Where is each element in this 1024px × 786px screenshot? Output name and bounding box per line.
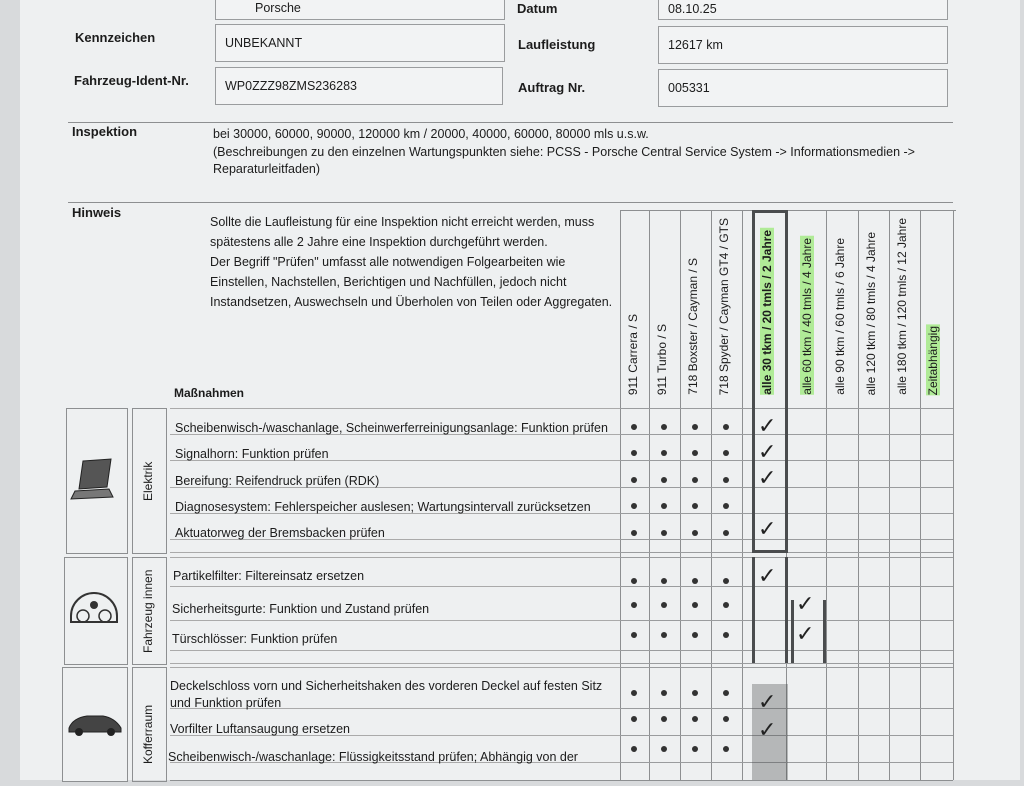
laufleistung-field (658, 26, 948, 64)
dot-mark (661, 716, 667, 722)
column-header: 718 Spyder / Cayman GT4 / GTS (717, 217, 731, 395)
grid-line (170, 408, 620, 409)
check-mark: ✓ (796, 592, 815, 617)
dot-mark (692, 450, 698, 456)
column-header-highlighted: alle 60 tkm / 40 tmls / 4 Jahre (800, 238, 814, 395)
check-mark: ✓ (758, 517, 777, 542)
grid-line (170, 586, 620, 587)
dot-mark (631, 746, 637, 752)
dot-mark (692, 424, 698, 430)
task-row-text: Vorfilter Luftansaugung ersetzen (170, 722, 350, 736)
dot-mark (661, 746, 667, 752)
check-mark: ✓ (758, 414, 777, 439)
column-header-highlighted: Zeitabhängig (926, 325, 940, 395)
task-row-text: Signalhorn: Funktion prüfen (175, 447, 329, 461)
grid-line (170, 780, 953, 781)
dot-mark (631, 503, 637, 509)
task-row-text: Deckelschloss vorn und Sicherheitshaken des vorderen Deckel auf festen Sitz (170, 679, 603, 693)
grid-line (620, 667, 953, 668)
check-mark: ✓ (758, 440, 777, 465)
dot-mark (723, 632, 729, 638)
check-mark: ✓ (758, 466, 777, 491)
dot-mark (661, 450, 667, 456)
dot-mark (631, 632, 637, 638)
dot-mark (692, 477, 698, 483)
column-header-highlighted: alle 30 tkm / 20 tmls / 2 Jahre (760, 230, 774, 395)
section-label-cell (132, 408, 167, 554)
dot-mark (661, 503, 667, 509)
dot-mark (661, 424, 667, 430)
task-row-text: Diagnosesystem: Fehlerspeicher auslesen; Wartungsintervall zurücksetzen (175, 500, 591, 514)
task-row-text: Sicherheitsgurte: Funktion und Zustand prüfen (172, 602, 430, 616)
auftrag-field (658, 69, 948, 107)
dot-mark (631, 530, 637, 536)
dot-mark (631, 578, 637, 584)
kennzeichen-value: UNBEKANNT (225, 36, 303, 50)
hinweis-line: Instandsetzen, Auswechseln und Überholen von Teilen oder Aggregaten. (210, 295, 613, 309)
section-label-cell (132, 667, 167, 782)
vin-field (215, 67, 503, 105)
column-frame (823, 600, 826, 663)
dot-mark (723, 602, 729, 608)
auftrag-value: 005331 (668, 81, 710, 95)
grid-line (620, 663, 953, 664)
grid-line (170, 620, 620, 621)
dot-mark (723, 746, 729, 752)
task-row-text: Aktuatorweg der Bremsbacken prüfen (175, 526, 385, 540)
check-mark: ✓ (796, 622, 815, 647)
laptop-icon (67, 409, 127, 553)
task-row-text: Bereifung: Reifendruck prüfen (RDK) (175, 474, 380, 488)
vin-label: Fahrzeug-Ident-Nr. (74, 73, 189, 88)
datum-label: Datum (517, 1, 558, 16)
grid-line (742, 210, 743, 780)
dot-mark (692, 503, 698, 509)
dot-mark (631, 690, 637, 696)
dot-mark (631, 716, 637, 722)
dot-mark (631, 424, 637, 430)
grid-line (170, 667, 620, 668)
hinweis-text (210, 212, 612, 312)
inspektion-line-1: bei 30000, 60000, 90000, 120000 km / 20000, 40000, 60000, 80000 mls u.s.w. (213, 127, 649, 141)
section-icon-cell (62, 667, 128, 782)
inspection-sheet (20, 0, 1020, 780)
auftrag-label: Auftrag Nr. (518, 80, 586, 95)
check-mark: ✓ (758, 564, 777, 589)
dot-mark (723, 450, 729, 456)
car-icon (63, 668, 127, 781)
section-icon-cell (64, 557, 128, 665)
hinweis-line: spätestens alle 2 Jahre eine Inspektion durchgeführt werden. (210, 235, 548, 249)
inspektion-line-3: Reparaturleitfaden) (213, 162, 321, 176)
task-row-text: Partikelfilter: Filtereinsatz ersetzen (173, 569, 365, 583)
section-label-cell (132, 557, 167, 665)
dot-mark (631, 602, 637, 608)
dot-mark (692, 578, 698, 584)
dot-mark (723, 716, 729, 722)
column-header: 718 Boxster / Cayman / S (686, 258, 700, 395)
hinweis-line: Einstellen, Nachstellen, Berichtigen und Nachfüllen, jedoch nicht (210, 275, 567, 289)
kennzeichen-field (215, 24, 505, 62)
top-value: Porsche (255, 1, 301, 15)
hinweis-line: Sollte die Laufleistung für eine Inspektion nicht erreicht werden, muss (210, 215, 595, 229)
divider (68, 202, 953, 203)
task-row-text: und Funktion prüfen (170, 696, 282, 710)
task-row-text: Scheibenwisch-/waschanlage: Flüssigkeitsstand prüfen; Abhängig von der (168, 750, 578, 764)
column-frame (752, 557, 755, 663)
column-header: alle 90 tkm / 60 tmls / 6 Jahre (833, 238, 847, 395)
column-frame (752, 550, 788, 553)
dot-mark (692, 602, 698, 608)
section-icon-cell (66, 408, 128, 554)
column-frame (785, 210, 788, 552)
section-label-fahrzeug-innen: Fahrzeug innen (141, 569, 155, 653)
section-label-elektrik: Elektrik (141, 461, 155, 501)
hinweis-label: Hinweis (72, 205, 122, 220)
dashboard-gauge-icon (65, 558, 127, 664)
grid-line (170, 663, 620, 664)
dot-mark (723, 690, 729, 696)
dot-mark (661, 690, 667, 696)
dot-mark (661, 632, 667, 638)
column-frame (791, 600, 794, 663)
top-value-box (215, 0, 505, 20)
dot-mark (692, 690, 698, 696)
dot-mark (661, 477, 667, 483)
check-mark: ✓ (758, 690, 777, 715)
task-row-text: Türschlösser: Funktion prüfen (172, 632, 338, 646)
dot-mark (692, 716, 698, 722)
dot-mark (661, 578, 667, 584)
dot-mark (723, 578, 729, 584)
inspektion-label: Inspektion (72, 124, 138, 139)
grid-line (170, 650, 620, 651)
dot-mark (723, 477, 729, 483)
inspektion-text (213, 124, 973, 178)
dot-mark (692, 746, 698, 752)
dot-mark (723, 503, 729, 509)
column-header: 911 Carrera / S (626, 313, 640, 395)
grid-line (170, 557, 620, 558)
inspektion-line-2: (Beschreibungen zu den einzelnen Wartungspunkten siehe: PCSS - Porsche Central Service System -> Informationsmedien -> (213, 145, 915, 159)
section-label-kofferraum: Kofferraum (141, 704, 155, 764)
column-frame (785, 557, 788, 663)
check-mark: ✓ (758, 718, 777, 743)
datum-value: 08.10.25 (668, 2, 717, 16)
column-header: alle 180 tkm / 120 tmls / 12 Jahre (895, 218, 909, 395)
massnahmen-label: Maßnahmen (174, 386, 245, 400)
task-row-text: Scheibenwisch-/waschanlage, Scheinwerferreinigungsanlage: Funktion prüfen (175, 421, 608, 435)
dot-mark (631, 450, 637, 456)
datum-box (658, 0, 948, 20)
laufleistung-label: Laufleistung (518, 37, 596, 52)
grid-line (953, 210, 954, 780)
vin-value: WP0ZZZ98ZMS236283 (225, 79, 357, 93)
dot-mark (661, 530, 667, 536)
dot-mark (692, 530, 698, 536)
laufleistung-value: 12617 km (668, 38, 723, 52)
dot-mark (723, 424, 729, 430)
column-header: 911 Turbo / S (655, 323, 669, 395)
kennzeichen-label: Kennzeichen (75, 30, 156, 45)
dot-mark (661, 602, 667, 608)
divider (68, 122, 953, 123)
column-header: alle 120 tkm / 80 tmls / 4 Jahre (864, 231, 878, 395)
hinweis-line: Der Begriff "Prüfen" umfasst alle notwendigen Folgearbeiten wie (210, 255, 566, 269)
dot-mark (692, 632, 698, 638)
grid-line (170, 552, 620, 553)
dot-mark (631, 477, 637, 483)
dot-mark (723, 530, 729, 536)
